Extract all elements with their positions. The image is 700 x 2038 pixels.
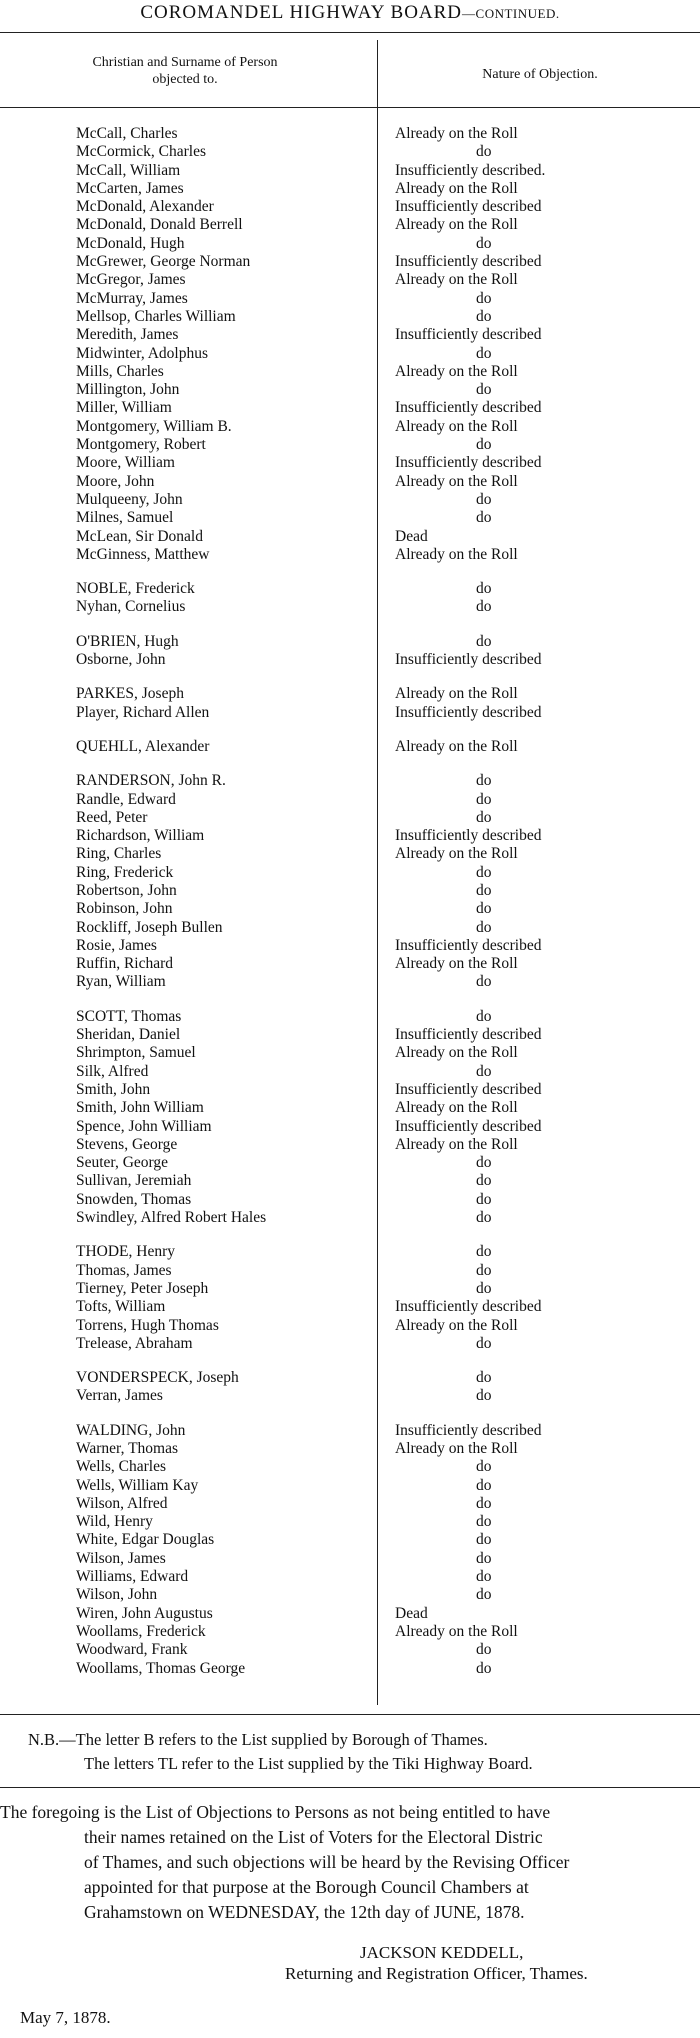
table-row: [0, 809, 700, 827]
notice-line-1: The foregoing is the List of Objections to Persons as not being entitled to have: [0, 1802, 551, 1822]
person-name: Tierney, Peter Joseph: [76, 1279, 209, 1297]
person-name: Tofts, William: [76, 1298, 166, 1316]
person-name: WALDING, John: [76, 1421, 186, 1439]
table-row: [0, 955, 700, 973]
person-name: Richardson, William: [76, 827, 205, 845]
objection-nature: do: [476, 1458, 492, 1476]
table-row: [0, 1440, 700, 1458]
objection-nature: Already on the Roll: [395, 271, 518, 289]
objection-nature: Insufficiently described: [395, 253, 542, 271]
table-row: [0, 651, 700, 669]
objection-nature: do: [476, 1243, 492, 1261]
table-row: [0, 180, 700, 198]
objection-nature: Insufficiently described: [395, 651, 542, 669]
person-name: Miller, William: [76, 399, 172, 417]
table-row: [0, 685, 700, 703]
objection-column-header: Nature of Objection.: [482, 67, 598, 82]
person-name: RANDERSON, John R.: [76, 772, 226, 790]
person-name: Player, Richard Allen: [76, 703, 210, 721]
person-name: Woollams, Frederick: [76, 1622, 206, 1640]
objection-nature: do: [476, 1531, 492, 1549]
table-row: [0, 738, 700, 756]
board-title: COROMANDEL HIGHWAY BOARD: [140, 2, 463, 23]
table-row: [0, 345, 700, 363]
objection-nature: Insufficiently described: [395, 703, 542, 721]
table-row: [0, 580, 700, 598]
objection-nature: do: [476, 900, 492, 918]
objection-nature: Already on the Roll: [395, 1044, 518, 1062]
objection-nature: Insufficiently described: [395, 936, 542, 954]
person-name: Wilson, Alfred: [76, 1494, 168, 1512]
table-row: [0, 418, 700, 436]
objection-nature: Already on the Roll: [395, 1135, 518, 1153]
person-name: Trelease, Abraham: [76, 1334, 193, 1352]
person-name: O'BRIEN, Hugh: [76, 632, 179, 650]
person-name: Wilson, James: [76, 1549, 166, 1567]
objection-nature: do: [476, 918, 492, 936]
table-row: [0, 791, 700, 809]
person-name: Williams, Edward: [76, 1568, 189, 1586]
objection-nature: do: [476, 1659, 492, 1677]
table-row: [0, 1568, 700, 1586]
person-name: Snowden, Thomas: [76, 1190, 192, 1208]
objection-nature: Insufficiently described: [395, 1026, 542, 1044]
table-row: [0, 1623, 700, 1641]
person-name: SCOTT, Thomas: [76, 1007, 182, 1025]
person-name: Woollams, Thomas George: [76, 1659, 246, 1677]
notice-line-3: of Thames, and such objections will be heard by the Revising Officer: [84, 1852, 570, 1872]
table-row: [0, 1605, 700, 1623]
person-name: Swindley, Alfred Robert Hales: [76, 1209, 267, 1227]
person-name: McGrewer, George Norman: [76, 253, 251, 271]
objection-nature: do: [476, 490, 492, 508]
person-name: QUEHLL, Alexander: [76, 737, 210, 755]
person-name: Moore, William: [76, 454, 175, 472]
person-name: McGregor, James: [76, 271, 186, 289]
table-row: [0, 1660, 700, 1678]
objection-nature: Already on the Roll: [395, 216, 518, 234]
objection-nature: do: [476, 881, 492, 899]
nb-line-1: N.B.—The letter B refers to the List supplied by Borough of Thames.: [28, 1730, 488, 1749]
table-row: [0, 864, 700, 882]
objection-nature: Already on the Roll: [395, 362, 518, 380]
person-name: Seuter, George: [76, 1154, 169, 1172]
objection-nature: do: [476, 580, 492, 598]
person-name: Milnes, Samuel: [76, 509, 174, 527]
person-name: THODE, Henry: [76, 1243, 176, 1261]
table-row: [0, 290, 700, 308]
objection-nature: Already on the Roll: [395, 417, 518, 435]
table-row: [0, 1081, 700, 1099]
objection-nature: Insufficiently described: [395, 1080, 542, 1098]
objection-nature: Insufficiently described: [395, 198, 542, 216]
table-row: [0, 528, 700, 546]
table-row: [0, 772, 700, 790]
table-row: [0, 216, 700, 234]
person-name: Woodward, Frank: [76, 1641, 188, 1659]
objection-nature: do: [476, 973, 492, 991]
objection-nature: do: [476, 1586, 492, 1604]
table-row: [0, 1458, 700, 1476]
objection-nature: Already on the Roll: [395, 1316, 518, 1334]
person-name: Robinson, John: [76, 900, 173, 918]
table-row: [0, 1262, 700, 1280]
objection-nature: Already on the Roll: [395, 125, 518, 142]
notice-line-4: appointed for that purpose at the Borough Council Chambers at: [84, 1877, 529, 1897]
continued-label: —CONTINUED.: [462, 6, 560, 21]
person-name: Rosie, James: [76, 936, 157, 954]
person-name: Robertson, John: [76, 881, 177, 899]
person-name: Mulqueeny, John: [76, 490, 183, 508]
person-name: Warner, Thomas: [76, 1440, 179, 1457]
table-row: [0, 253, 700, 271]
table-row: [0, 1209, 700, 1227]
table-row: [0, 546, 700, 564]
objection-nature: do: [476, 1641, 492, 1659]
person-name: Nyhan, Cornelius: [76, 598, 186, 616]
objection-nature: do: [476, 863, 492, 881]
table-row: [0, 162, 700, 180]
objection-nature: Insufficiently described: [395, 454, 542, 472]
table-row: [0, 1243, 700, 1261]
objection-nature: Already on the Roll: [395, 1440, 518, 1457]
table-row: [0, 308, 700, 326]
objection-nature: Dead: [395, 527, 428, 545]
person-name: Millington, John: [76, 381, 180, 399]
objection-nature: do: [476, 1369, 492, 1387]
objection-nature: do: [476, 1513, 492, 1531]
person-name: Meredith, James: [76, 326, 179, 344]
person-name: McCall, William: [76, 161, 181, 179]
objection-nature: Already on the Roll: [395, 737, 518, 755]
person-name: McDonald, Hugh: [76, 234, 185, 252]
person-name: Silk, Alfred: [76, 1062, 149, 1080]
person-name: McGinness, Matthew: [76, 545, 210, 563]
person-name: Wild, Henry: [76, 1513, 153, 1531]
table-row: [0, 704, 700, 722]
person-name: Wells, Charles: [76, 1458, 167, 1476]
name-column-header: [20, 54, 350, 88]
objection-nature: do: [476, 790, 492, 808]
person-name: Spence, John William: [76, 1117, 212, 1135]
person-name: Osborne, John: [76, 651, 166, 669]
table-row: [0, 454, 700, 472]
nb-line-2: The letters TL refer to the List supplied by the Tiki Highway Board.: [84, 1754, 533, 1773]
table-row: [0, 399, 700, 417]
notice-date: May 7, 1878.: [20, 2008, 111, 2027]
table-row: [0, 1550, 700, 1568]
objection-nature: do: [476, 1261, 492, 1279]
person-name: Randle, Edward: [76, 790, 176, 808]
person-name: Sullivan, Jeremiah: [76, 1172, 192, 1190]
person-name: Smith, John: [76, 1080, 151, 1098]
table-row: [0, 198, 700, 216]
table-row: [0, 827, 700, 845]
table-row: [0, 363, 700, 381]
table-row: [0, 633, 700, 651]
table-row: [0, 1586, 700, 1604]
person-name: McDonald, Donald Berrell: [76, 216, 243, 234]
header-rule: [0, 107, 700, 108]
person-name: Ryan, William: [76, 973, 166, 991]
objection-nature: do: [476, 289, 492, 307]
objection-nature: Insufficiently described: [395, 827, 542, 845]
objection-nature: Already on the Roll: [395, 685, 518, 703]
person-name: Rockliff, Joseph Bullen: [76, 918, 223, 936]
objection-nature: do: [476, 344, 492, 362]
objection-nature: do: [476, 1209, 492, 1227]
person-name: Midwinter, Adolphus: [76, 344, 208, 362]
person-name: McMurray, James: [76, 289, 188, 307]
table-row: [0, 491, 700, 509]
objection-nature: do: [476, 1476, 492, 1494]
objection-nature: do: [476, 1494, 492, 1512]
person-name: NOBLE, Frederick: [76, 580, 195, 598]
table-row: [0, 1641, 700, 1659]
objection-nature: Already on the Roll: [395, 1622, 518, 1640]
table-row: [0, 1387, 700, 1405]
person-name: Smith, John William: [76, 1099, 204, 1117]
objection-nature: do: [476, 436, 492, 454]
table-row: [0, 235, 700, 253]
person-name: VONDERSPECK, Joseph: [76, 1369, 239, 1387]
objection-nature: do: [476, 632, 492, 650]
table-row: [0, 326, 700, 344]
person-name: Ring, Frederick: [76, 863, 174, 881]
objection-list: [0, 125, 700, 1678]
table-row: [0, 1044, 700, 1062]
objection-nature: do: [476, 808, 492, 826]
notice-line-5: Grahamstown on WEDNESDAY, the 12th day of JUNE, 1878.: [84, 1902, 525, 1922]
objection-nature: do: [476, 1172, 492, 1190]
page-title: [0, 0, 700, 30]
nb-rule: [0, 1787, 700, 1788]
objection-nature: do: [476, 1568, 492, 1586]
objection-nature: Already on the Roll: [395, 1099, 518, 1117]
table-row: [0, 1477, 700, 1495]
person-name: McLean, Sir Donald: [76, 527, 203, 545]
objection-nature: Insufficiently described: [395, 399, 542, 417]
objection-nature: Already on the Roll: [395, 955, 518, 973]
objection-nature: Already on the Roll: [395, 472, 518, 490]
table-row: [0, 1369, 700, 1387]
person-name: White, Edgar Douglas: [76, 1531, 215, 1549]
objection-nature: Insufficiently described: [395, 1117, 542, 1135]
table-row: [0, 271, 700, 289]
table-row: [0, 973, 700, 991]
objection-nature: do: [476, 509, 492, 527]
person-name: Reed, Peter: [76, 808, 148, 826]
name-column-header-line2: objected to.: [152, 72, 218, 87]
table-row: [0, 1280, 700, 1298]
top-rule: [0, 32, 700, 33]
table-row: [0, 125, 700, 143]
person-name: Shrimpton, Samuel: [76, 1044, 196, 1062]
objection-nature: Insufficiently described: [395, 1298, 542, 1316]
objection-nature: do: [476, 1334, 492, 1352]
table-row: [0, 1026, 700, 1044]
table-row: [0, 1495, 700, 1513]
signatory-name: JACKSON KEDDELL,: [360, 1943, 524, 1962]
objection-nature: Insufficiently described: [395, 326, 542, 344]
table-row: [0, 1335, 700, 1353]
person-name: Mellsop, Charles William: [76, 307, 236, 325]
table-row: [0, 919, 700, 937]
person-name: McCall, Charles: [76, 125, 178, 142]
person-name: Mills, Charles: [76, 362, 164, 380]
person-name: Thomas, James: [76, 1261, 172, 1279]
table-row: [0, 1531, 700, 1549]
table-row: [0, 1154, 700, 1172]
table-row: [0, 1422, 700, 1440]
objection-nature: Insufficiently described: [395, 1421, 542, 1439]
person-name: McDonald, Alexander: [76, 198, 214, 216]
table-row: [0, 1136, 700, 1154]
objection-nature: do: [476, 234, 492, 252]
table-row: [0, 1063, 700, 1081]
person-name: Ring, Charles: [76, 845, 162, 863]
objection-nature: do: [476, 598, 492, 616]
objection-nature: Already on the Roll: [395, 179, 518, 197]
person-name: Montgomery, Robert: [76, 436, 206, 454]
table-row: [0, 509, 700, 527]
person-name: Torrens, Hugh Thomas: [76, 1316, 219, 1334]
objection-nature: do: [476, 307, 492, 325]
table-row: [0, 381, 700, 399]
signatory-title: Returning and Registration Officer, Thames.: [285, 1964, 588, 1983]
objection-nature: do: [476, 1062, 492, 1080]
objection-nature: Dead: [395, 1604, 428, 1622]
objection-nature: do: [476, 381, 492, 399]
objection-nature: Already on the Roll: [395, 545, 518, 563]
table-row: [0, 845, 700, 863]
person-name: Montgomery, William B.: [76, 417, 232, 435]
table-row: [0, 1172, 700, 1190]
table-row: [0, 882, 700, 900]
table-row: [0, 473, 700, 491]
public-notice: [0, 1800, 700, 1925]
list-end-rule: [0, 1714, 700, 1715]
table-row: [0, 1191, 700, 1209]
objection-nature: do: [476, 1154, 492, 1172]
nota-bene: [28, 1728, 533, 1776]
person-name: McCormick, Charles: [76, 143, 207, 161]
objection-nature: do: [476, 772, 492, 790]
person-name: Sheridan, Daniel: [76, 1026, 181, 1044]
objection-nature: do: [476, 143, 492, 161]
objection-nature: do: [476, 1007, 492, 1025]
name-column-header-line1: Christian and Surname of Person: [92, 55, 278, 70]
objection-nature: do: [476, 1190, 492, 1208]
objection-nature: Insufficiently described.: [395, 161, 546, 179]
objection-nature: do: [476, 1387, 492, 1405]
person-name: Wilson, John: [76, 1586, 158, 1604]
table-row: [0, 937, 700, 955]
table-row: [0, 1008, 700, 1026]
person-name: Wells, William Kay: [76, 1476, 199, 1494]
table-row: [0, 598, 700, 616]
person-name: Wiren, John Augustus: [76, 1604, 213, 1622]
person-name: Verran, James: [76, 1387, 163, 1405]
table-row: [0, 1118, 700, 1136]
objection-nature: do: [476, 1549, 492, 1567]
table-row: [0, 1298, 700, 1316]
table-row: [0, 900, 700, 918]
table-row: [0, 1099, 700, 1117]
table-row: [0, 436, 700, 454]
table-row: [0, 143, 700, 161]
person-name: McCarten, James: [76, 179, 184, 197]
person-name: Stevens, George: [76, 1135, 178, 1153]
notice-line-2: their names retained on the List of Voters for the Electoral Distric: [84, 1827, 543, 1847]
table-row: [0, 1513, 700, 1531]
objection-nature: Already on the Roll: [395, 845, 518, 863]
person-name: Moore, John: [76, 472, 155, 490]
objection-nature: do: [476, 1279, 492, 1297]
person-name: Ruffin, Richard: [76, 955, 174, 973]
table-row: [0, 1317, 700, 1335]
person-name: PARKES, Joseph: [76, 685, 184, 703]
